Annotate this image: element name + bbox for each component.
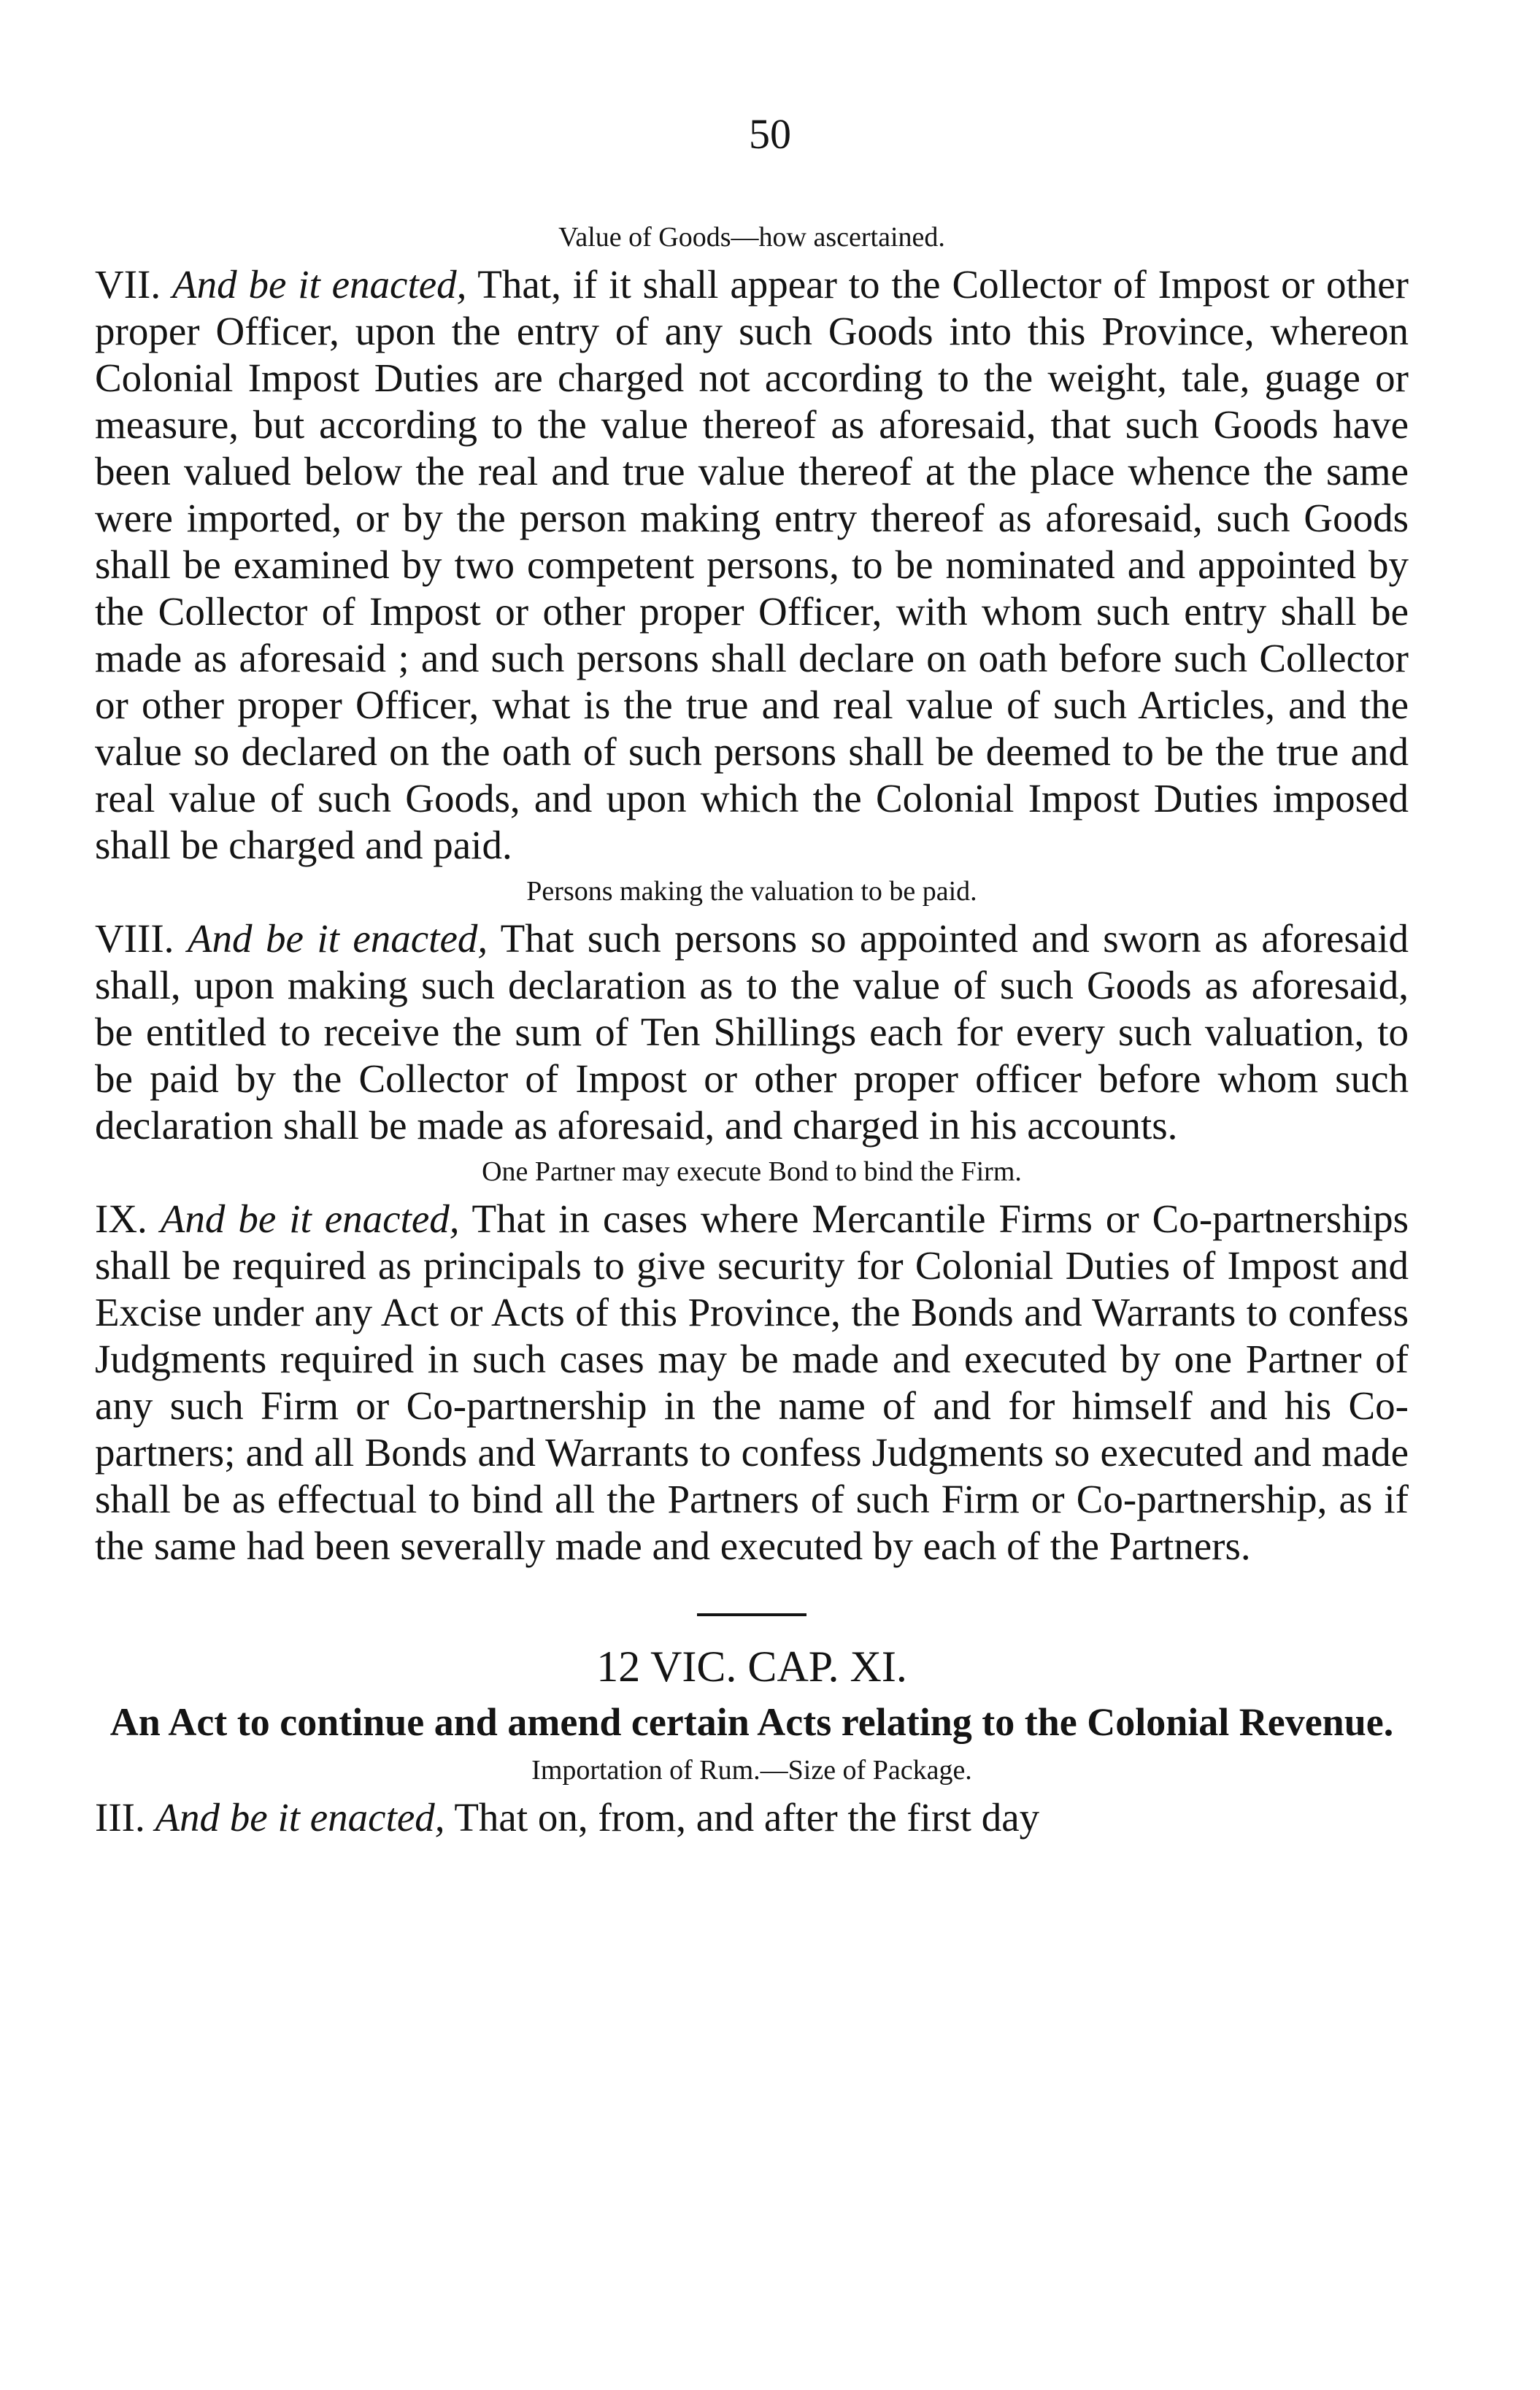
chapter-divider <box>697 1613 806 1616</box>
page-number: 50 <box>749 110 791 158</box>
section-ix <box>95 1196 1409 1569</box>
section-iii <box>95 1794 1409 1841</box>
section-heading-ix: One Partner may execute Bond to bind the Firm. <box>482 1156 1022 1187</box>
section-number: VII. <box>95 262 161 307</box>
enacting-clause: And be it enacted, <box>172 262 467 307</box>
enacting-clause: And be it enacted, <box>155 1795 445 1840</box>
act-title: An Act to continue and amend certain Acts relating to the Colonial Revenue. <box>109 1700 1394 1744</box>
enacting-clause: And be it enacted, <box>160 1196 460 1241</box>
section-heading-viii: Persons making the valuation to be paid. <box>526 876 977 907</box>
section-heading-vii: Value of Goods—how ascertained. <box>558 222 945 253</box>
section-viii <box>95 915 1409 1149</box>
section-text: That on, from, and after the first day <box>454 1795 1040 1840</box>
section-number: IX. <box>95 1196 147 1241</box>
section-number: VIII. <box>95 916 174 961</box>
page-body <box>95 219 1409 1841</box>
section-heading-iii: Importation of Rum.—Size of Package. <box>531 1755 972 1786</box>
section-vii <box>95 261 1409 869</box>
section-text: That in cases where Mercantile Firms or Co-partnerships shall be required as principals to give security for Colonial Duties of Impost and Excise under any Act or Acts of this Province, the Bonds and Warrants to confess Judgments required in such cases may be made and executed by one Partner of any such Firm or Co-partnership in the name of and for himself and his Co-partners; and all Bonds and Warrants to confess Judgments so executed and made shall be as effectual to bind all the Partners of such Firm or Co-partnership, as if the same had been severally made and executed by each of the Partners. <box>95 1196 1409 1568</box>
chapter-cap: 12 VIC. CAP. XI. <box>596 1642 907 1691</box>
section-text: That such persons so appointed and sworn as aforesaid shall, upon making such declaration as to the value of such Goods as aforesaid, be entitled to receive the sum of Ten Shillings each for every such valuation, to be paid by the Collector of Impost or other proper officer before whom such declaration shall be made as aforesaid, and charged in his accounts. <box>95 916 1409 1148</box>
section-number: III. <box>95 1795 145 1840</box>
section-text: That, if it shall appear to the Collector of Impost or other proper Officer, upon the entry of any such Goods into this Province, whereon Colonial Impost Duties are charged not according to the weight, tale, guage or measure, but according to the value thereof as aforesaid, that such Goods have been valued below the real and true value thereof at the place whence the same were imported, or by the person making entry thereof as aforesaid, such Goods shall be examined by two competent persons, to be nominated and appointed by the Collector of Impost or other proper Officer, with whom such entry shall be made as aforesaid ; and such persons shall declare on oath before such Collector or other proper Officer, what is the true and real value of such Articles, and the value so declared on the oath of such persons shall be deemed to be the true and real value of such Goods, and upon which the Colonial Impost Duties imposed shall be charged and paid. <box>95 262 1409 867</box>
enacting-clause: And be it enacted, <box>187 916 488 961</box>
